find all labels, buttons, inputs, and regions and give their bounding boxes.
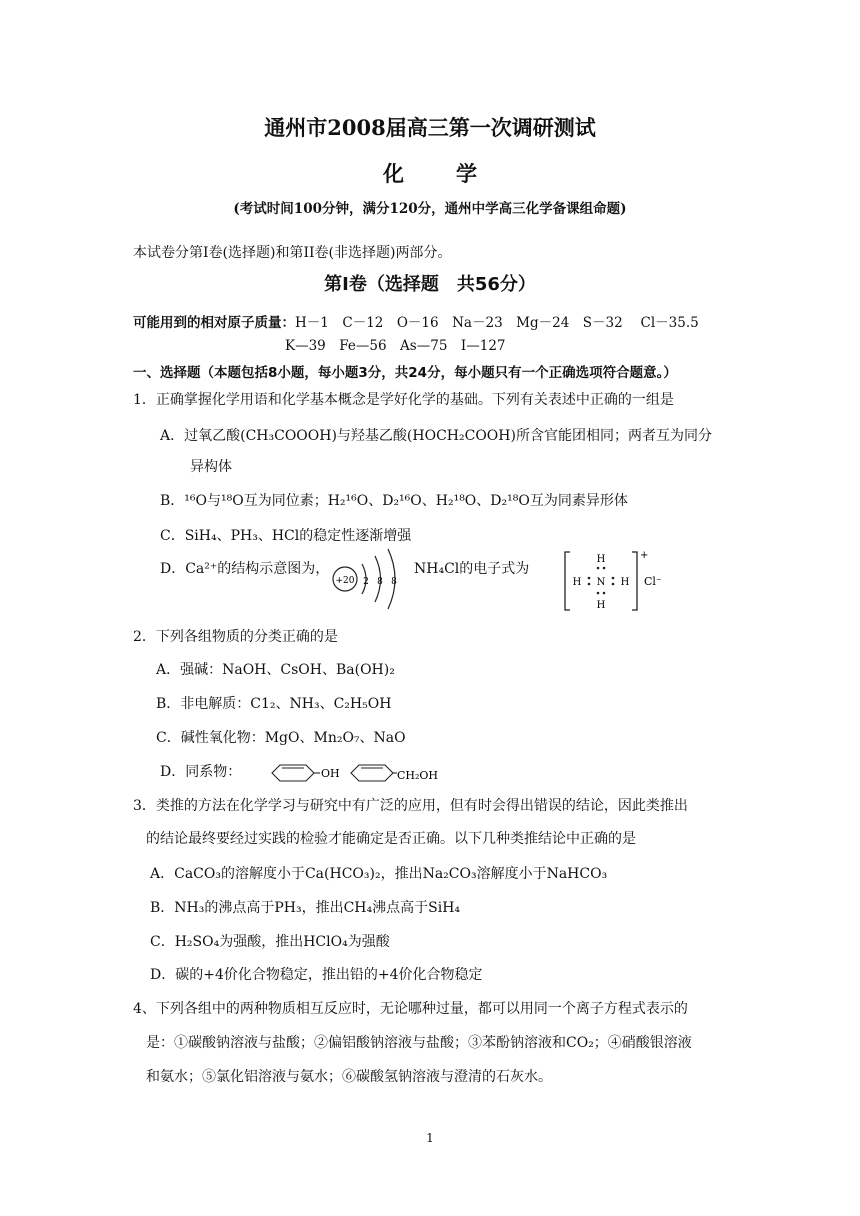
nh4-h-right: H — [620, 577, 630, 588]
q2-option-a: A．强碱：NaOH、CsOH、Ba(OH)₂ — [156, 662, 395, 678]
ca-shell-1: 2 — [363, 577, 369, 587]
q4-line3: 和氨水；⑤氯化铝溶液与氨水；⑥碳酸氢钠溶液与澄清的石灰水。 — [146, 1069, 552, 1085]
q1-option-d-part1: D．Ca²⁺的结构示意图为， — [160, 561, 330, 577]
ca-ion-structure-diagram — [328, 546, 408, 612]
q4-line1: 4、下列各组中的两种物质相互反应时，无论哪种过量，都可以用同一个离子方程式表示的 — [133, 1001, 688, 1017]
subject-title: 化学 — [383, 161, 529, 186]
section1-title: 一、选择题（本题包括8小题，每小题3分，共24分，每小题只有一个正确选项符合题意。） — [133, 365, 677, 381]
q1-option-a-cont: 异构体 — [190, 459, 232, 475]
part1-title: 第Ⅰ卷（选择题 共56分） — [324, 274, 536, 295]
q2-option-d: D．同系物： — [160, 764, 242, 780]
phenol-oh-label: OH — [321, 767, 340, 780]
atomic-masses-values1: H－1 C－12 O－16 Na－23 Mg－24 S－32 Cl－35.5 — [295, 315, 699, 331]
q1-option-d-part2: NH₄Cl的电子式为 — [414, 561, 530, 577]
exam-title: 通州市2008届高三第一次调研测试 — [264, 115, 596, 140]
exam-note: (考试时间100分钟，满分120分，通州中学高三化学备课组命题) — [233, 201, 627, 217]
nh4-n-center: N — [596, 577, 606, 588]
benzyl-ch2oh-label: CH₂OH — [397, 769, 439, 782]
q3-option-b: B．NH₃的沸点高于PH₃，推出CH₄沸点高于SiH₄ — [150, 900, 461, 916]
atomic-masses-label: 可能用到的相对原子质量： — [133, 315, 295, 331]
q2-option-b: B．非电解质：C1₂、NH₃、C₂H₅OH — [156, 696, 392, 712]
benzyl-alcohol-structure — [347, 762, 447, 790]
q3-option-d: D．碳的+4价化合物稳定，推出铅的+4价化合物稳定 — [150, 967, 483, 983]
q3-option-c: C．H₂SO₄为强酸，推出HClO₄为强酸 — [150, 934, 390, 950]
q2-stem: 2．下列各组物质的分类正确的是 — [133, 629, 338, 645]
q1-option-b: B．¹⁶O与¹⁸O互为同位素；H₂¹⁶O、D₂¹⁶O、H₂¹⁸O、D₂¹⁸O互为同素异形体 — [160, 493, 628, 509]
atomic-masses-line1 — [133, 311, 699, 331]
ca-shell-2: 8 — [377, 577, 383, 587]
nh4cl-electron-formula — [560, 548, 670, 614]
intro-text: 本试卷分第I卷(选择题)和第II卷(非选择题)两部分。 — [133, 245, 452, 261]
cl-ion-label: Cl⁻ — [644, 575, 662, 588]
q3-option-a: A．CaCO₃的溶解度小于Ca(HCO₃)₂，推出Na₂CO₃溶解度小于NaHCO₃ — [150, 866, 608, 882]
q1-option-a: A．过氧乙酸(CH₃COOOH)与羟基乙酸(HOCH₂COOH)所含官能团相同；两者互为同分 — [160, 428, 712, 444]
nh4-h-top: H — [596, 554, 606, 565]
q3-stem-line1: 3．类推的方法在化学学习与研究中有广泛的应用，但有时会得出错误的结论，因此类推出 — [133, 798, 688, 814]
q3-stem-line2: 的结论最终要经过实践的检验才能确定是否正确。以下几种类推结论中正确的是 — [146, 831, 636, 847]
nh4-h-left: H — [572, 577, 582, 588]
q2-option-c: C．碱性氧化物：MgO、Mn₂O₇、NaO — [156, 730, 406, 746]
ca-nucleus-label: +20 — [335, 576, 355, 586]
q4-line2: 是：①碳酸钠溶液与盐酸；②偏铝酸钠溶液与盐酸；③苯酚钠溶液和CO₂；④硝酸银溶液 — [146, 1035, 692, 1051]
nh4-h-bottom: H — [596, 600, 606, 611]
page-number: 1 — [426, 1131, 434, 1145]
q1-stem: 1．正确掌握化学用语和化学基本概念是学好化学的基础。下列有关表述中正确的一组是 — [133, 392, 674, 408]
q1-option-c: C．SiH₄、PH₃、HCl的稳定性逐渐增强 — [160, 528, 412, 544]
nh4-charge: + — [640, 550, 649, 561]
atomic-masses-line2: K—39 Fe—56 As—75 I—127 — [285, 338, 506, 354]
ca-shell-3: 8 — [391, 577, 397, 587]
phenol-structure — [268, 762, 346, 784]
